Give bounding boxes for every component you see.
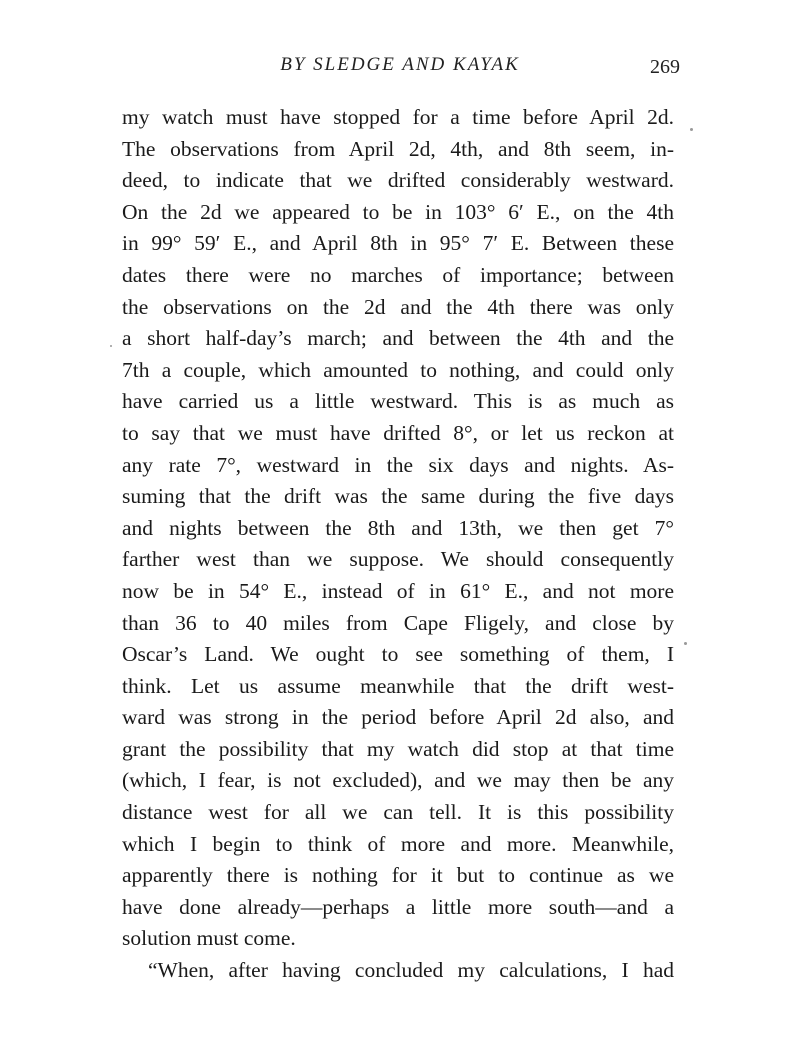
text-line: 7th a couple, which amounted to nothing, and could only	[122, 357, 674, 382]
text-line: which I begin to think of more and more. Meanwhile,	[122, 831, 674, 856]
page-header	[120, 54, 680, 84]
body-text	[122, 102, 674, 987]
text-line: in 99° 59′ E., and April 8th in 95° 7′ E. Between these	[122, 231, 674, 256]
text-line: than 36 to 40 miles from Cape Fligely, and close by	[122, 610, 674, 635]
text-line: grant the possibility that my watch did stop at that time	[122, 736, 674, 761]
text-line-paragraph-start: “When, after having concluded my calculations, I had	[148, 958, 674, 983]
text-line: and nights between the 8th and 13th, we then get 7°	[122, 515, 674, 540]
paper-speck	[684, 642, 687, 645]
text-line: suming that the drift was the same during the five days	[122, 484, 674, 509]
text-line: farther west than we suppose. We should consequently	[122, 547, 674, 572]
text-line-paragraph-end: solution must come.	[122, 926, 296, 951]
text-line: dates there were no marches of importance; between	[122, 262, 674, 287]
page-number: 269	[650, 56, 680, 78]
running-head: BY SLEDGE AND KAYAK	[280, 54, 520, 75]
paper-speck	[690, 128, 693, 131]
text-line: have carried us a little westward. This is as much as	[122, 389, 674, 414]
text-line: ward was strong in the period before April 2d also, and	[122, 705, 674, 730]
text-line: have done already—perhaps a little more south—and a	[122, 894, 674, 919]
text-line: apparently there is nothing for it but to continue as we	[122, 863, 674, 888]
text-line: Oscar’s Land. We ought to see something of them, I	[122, 642, 674, 667]
text-line: On the 2d we appeared to be in 103° 6′ E., on the 4th	[122, 199, 674, 224]
text-line: a short half-day’s march; and between the 4th and the	[122, 326, 674, 351]
text-line: think. Let us assume meanwhile that the drift west-	[122, 673, 674, 698]
text-line: deed, to indicate that we drifted considerably westward.	[122, 168, 674, 193]
text-line: (which, I fear, is not excluded), and we may then be any	[122, 768, 674, 793]
text-line: now be in 54° E., instead of in 61° E., and not more	[122, 578, 674, 603]
text-line: distance west for all we can tell. It is this possibility	[122, 800, 674, 825]
text-line: any rate 7°, westward in the six days and nights. As-	[122, 452, 674, 477]
text-line: the observations on the 2d and the 4th there was only	[122, 294, 674, 319]
text-line: The observations from April 2d, 4th, and 8th seem, in-	[122, 136, 674, 161]
text-line: my watch must have stopped for a time before April 2d.	[122, 105, 674, 129]
text-line: to say that we must have drifted 8°, or let us reckon at	[122, 420, 674, 445]
paper-speck	[110, 345, 112, 347]
